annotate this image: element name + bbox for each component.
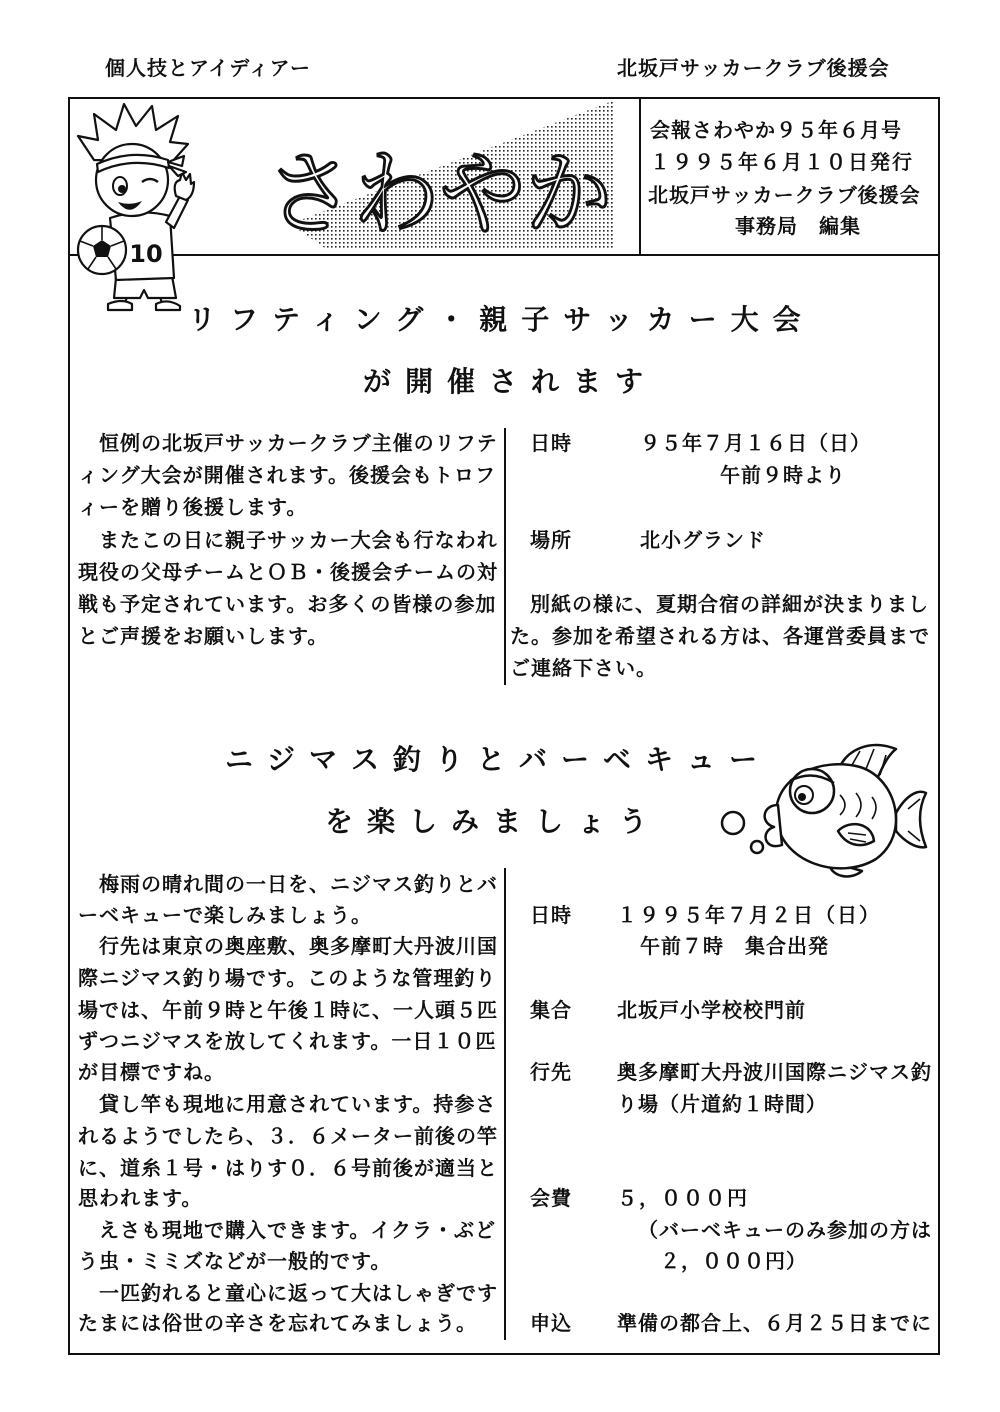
- issue-label: 会報さわやか９５年６月号: [650, 118, 902, 142]
- body-line: 場では、午前９時と午後１時に、一人頭５匹: [78, 998, 498, 1022]
- publisher: 北坂戸サッカークラブ後援会: [648, 183, 921, 207]
- meet-label: 集合: [530, 998, 572, 1022]
- body-line: 思われます。: [78, 1186, 203, 1210]
- body-line: れるようでしたら、３．６メーター前後の竿: [78, 1124, 498, 1148]
- editor: 事務局 編集: [735, 214, 861, 238]
- body-line: に、道糸１号・はりす０．６号前後が適当と: [78, 1156, 498, 1180]
- body-line: が目標ですね。: [78, 1060, 225, 1084]
- body-line: 戦も予定されています。お多くの皆様の参加: [78, 592, 497, 616]
- body-line: たまには俗世の辛さを忘れてみましょう。: [78, 1311, 477, 1335]
- sawayaka-logo: [255, 98, 635, 254]
- section-title: リフティング・親子サッカー大会: [188, 303, 815, 336]
- destination-line: 奥多摩町大丹波川国際ニジマス釣: [617, 1060, 932, 1084]
- header-right-org: 北坂戸サッカークラブ後援会: [617, 56, 890, 80]
- info-box-divider: [639, 97, 641, 255]
- camp-notice-line: ご連絡下さい。: [510, 656, 657, 680]
- body-line: 貸し竿も現地に用意されています。持参さ: [99, 1092, 497, 1116]
- column-divider: [504, 428, 506, 685]
- body-line: とご声援をお願いします。: [78, 624, 329, 648]
- body-line: 際ニジマス釣り場です。このような管理釣り: [78, 966, 497, 990]
- camp-notice-line: 別紙の様に、夏期合宿の詳細が決まりまし: [530, 592, 929, 616]
- column-divider: [504, 868, 506, 1340]
- mascot-illustration: [72, 100, 197, 312]
- destination-line: り場（片道約１時間）: [617, 1092, 827, 1116]
- section-subtitle: を楽しみましょう: [325, 805, 662, 838]
- body-line: またこの日に親子サッカー大会も行なわれ: [99, 528, 498, 552]
- body-line: 恒例の北坂戸サッカークラブ主催のリフテ: [99, 431, 498, 455]
- date-label: 日時: [530, 431, 572, 455]
- apply-label: 申込: [530, 1311, 572, 1335]
- fee-note-line: ２，０００円）: [660, 1249, 807, 1273]
- apply-value: 準備の都合上、６月２５日までに: [617, 1311, 932, 1335]
- place-label: 場所: [530, 528, 572, 552]
- date-label: 日時: [530, 903, 572, 927]
- logo-text: さわやか: [267, 141, 612, 248]
- section-subtitle: が開催されます: [363, 365, 658, 398]
- body-line: う虫・ミミズなどが一般的です。: [78, 1249, 392, 1273]
- date-value: ９５年７月１６日（日）: [640, 431, 871, 455]
- body-line: ずつニジマスを放してくれます。一日１０匹: [78, 1029, 497, 1053]
- time-value: 午前９時より: [720, 463, 846, 487]
- body-line: 梅雨の晴れ間の一日を、ニジマス釣りとバ: [99, 872, 498, 896]
- publish-date: １９９５年６月１０日発行: [650, 150, 914, 174]
- body-line: えさも現地で購入できます。イクラ・ぶど: [99, 1218, 496, 1242]
- body-line: ィング大会が開催されます。後援会もトロフ: [78, 463, 496, 487]
- body-line: ーベキューで楽しみましょう。: [78, 903, 372, 927]
- fee-value: ５，０００円: [617, 1186, 749, 1210]
- meet-value: 北坂戸小学校校門前: [617, 998, 806, 1022]
- masthead-divider: [68, 254, 940, 256]
- body-line: 一匹釣れると童心に返って大はしゃぎです: [99, 1281, 498, 1305]
- jersey-number: 10: [129, 240, 163, 268]
- header-left-title: 個人技とアイディアー: [105, 56, 311, 80]
- body-line: ィーを贈り後援します。: [78, 495, 308, 519]
- place-value: 北小グランド: [640, 528, 766, 552]
- fee-label: 会費: [530, 1186, 572, 1210]
- fish-illustration: [700, 735, 930, 885]
- body-line: 現役の父母チームとＯＢ・後援会チームの対: [78, 560, 498, 584]
- fee-note-line: （バーベキューのみ参加の方は: [638, 1218, 932, 1242]
- body-line: 行先は東京の奥座敷、奥多摩町大丹波川国: [99, 934, 498, 958]
- destination-label: 行先: [530, 1060, 572, 1084]
- time-value: 午前７時 集合出発: [640, 934, 829, 958]
- camp-notice-line: た。参加を希望される方は、各運営委員まで: [510, 624, 930, 648]
- date-value: １９９５年７月２日（日）: [617, 903, 881, 927]
- section-title: ニジマス釣りとバーベキュー: [225, 743, 772, 776]
